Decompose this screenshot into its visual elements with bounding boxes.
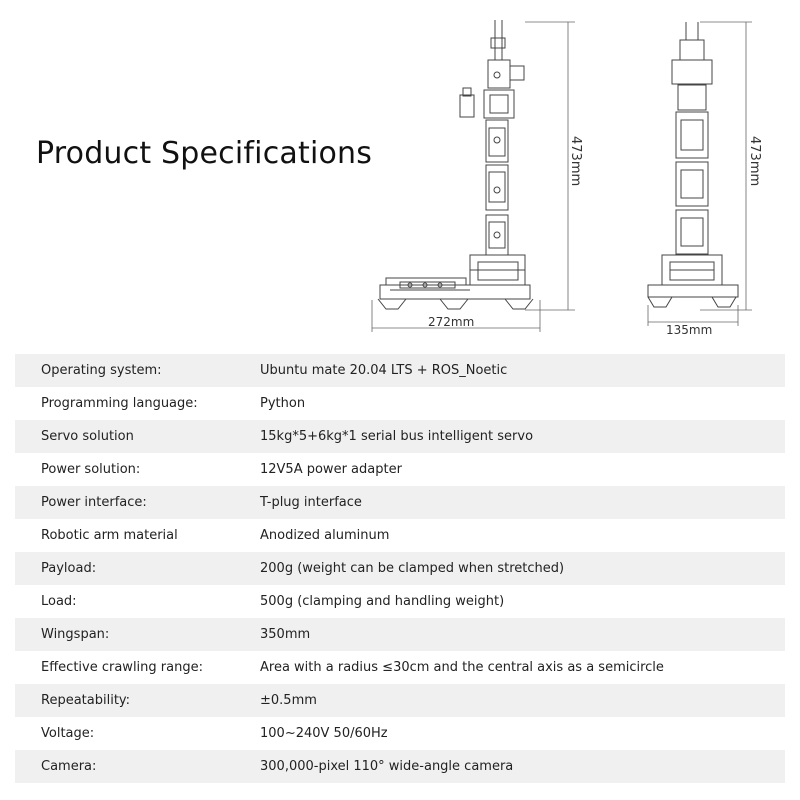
spec-row-power-interface: [15, 486, 785, 519]
spec-label: Payload:: [41, 561, 97, 576]
spec-value: 300,000-pixel 110° wide-angle camera: [260, 759, 514, 774]
spec-row-voltage: [15, 717, 785, 750]
front-view-drawing: [648, 22, 738, 307]
side-width-label: 272mm: [428, 315, 475, 329]
spec-row-servo-solution: [15, 420, 785, 453]
spec-label: Load:: [41, 594, 77, 609]
spec-label: Repeatability:: [41, 693, 131, 708]
spec-row-power-solution: [15, 453, 785, 486]
spec-value: 12V5A power adapter: [260, 462, 402, 477]
spec-row-camera: [15, 750, 785, 783]
spec-value: 15kg*5+6kg*1 serial bus intelligent servo: [260, 429, 534, 444]
spec-value: Ubuntu mate 20.04 LTS + ROS_Noetic: [260, 363, 508, 378]
spec-row-arm-material: [15, 519, 785, 552]
spec-row-repeatability: [15, 684, 785, 717]
side-height-dimension: [525, 22, 575, 310]
spec-label: Camera:: [41, 759, 97, 774]
spec-value: 500g (clamping and handling weight): [260, 594, 505, 609]
spec-value: 350mm: [260, 627, 311, 642]
side-view-drawing: [378, 20, 533, 309]
spec-label: Voltage:: [41, 726, 95, 741]
spec-row-operating-system: [15, 354, 785, 387]
front-height-label: 473mm: [747, 136, 762, 187]
spec-label: Effective crawling range:: [41, 660, 203, 675]
spec-row-wingspan: [15, 618, 785, 651]
spec-value: T-plug interface: [260, 495, 362, 510]
spec-value: ±0.5mm: [260, 693, 317, 708]
front-width-label: 135mm: [666, 323, 713, 337]
spec-row-programming-language: [15, 387, 785, 420]
spec-value: 100~240V 50/60Hz: [260, 726, 388, 741]
spec-label: Power solution:: [41, 462, 141, 477]
spec-value: 200g (weight can be clamped when stretched): [260, 561, 565, 576]
spec-label: Operating system:: [41, 363, 162, 378]
spec-label: Power interface:: [41, 495, 147, 510]
spec-row-payload: [15, 552, 785, 585]
spec-row-load: [15, 585, 785, 618]
spec-value: Area with a radius ≤30cm and the central axis as a semicircle: [260, 660, 664, 675]
spec-label: Servo solution: [41, 429, 134, 444]
spec-label: Wingspan:: [41, 627, 110, 642]
page-title: Product Specifications: [36, 136, 373, 171]
spec-row-crawling-range: [15, 651, 785, 684]
spec-label: Programming language:: [41, 396, 198, 411]
spec-label: Robotic arm material: [41, 528, 178, 543]
spec-value: Anodized aluminum: [260, 528, 390, 543]
spec-table: [15, 354, 785, 783]
robot-arm-drawings: [0, 0, 800, 345]
spec-value: Python: [260, 396, 306, 411]
side-height-label: 473mm: [568, 136, 583, 187]
